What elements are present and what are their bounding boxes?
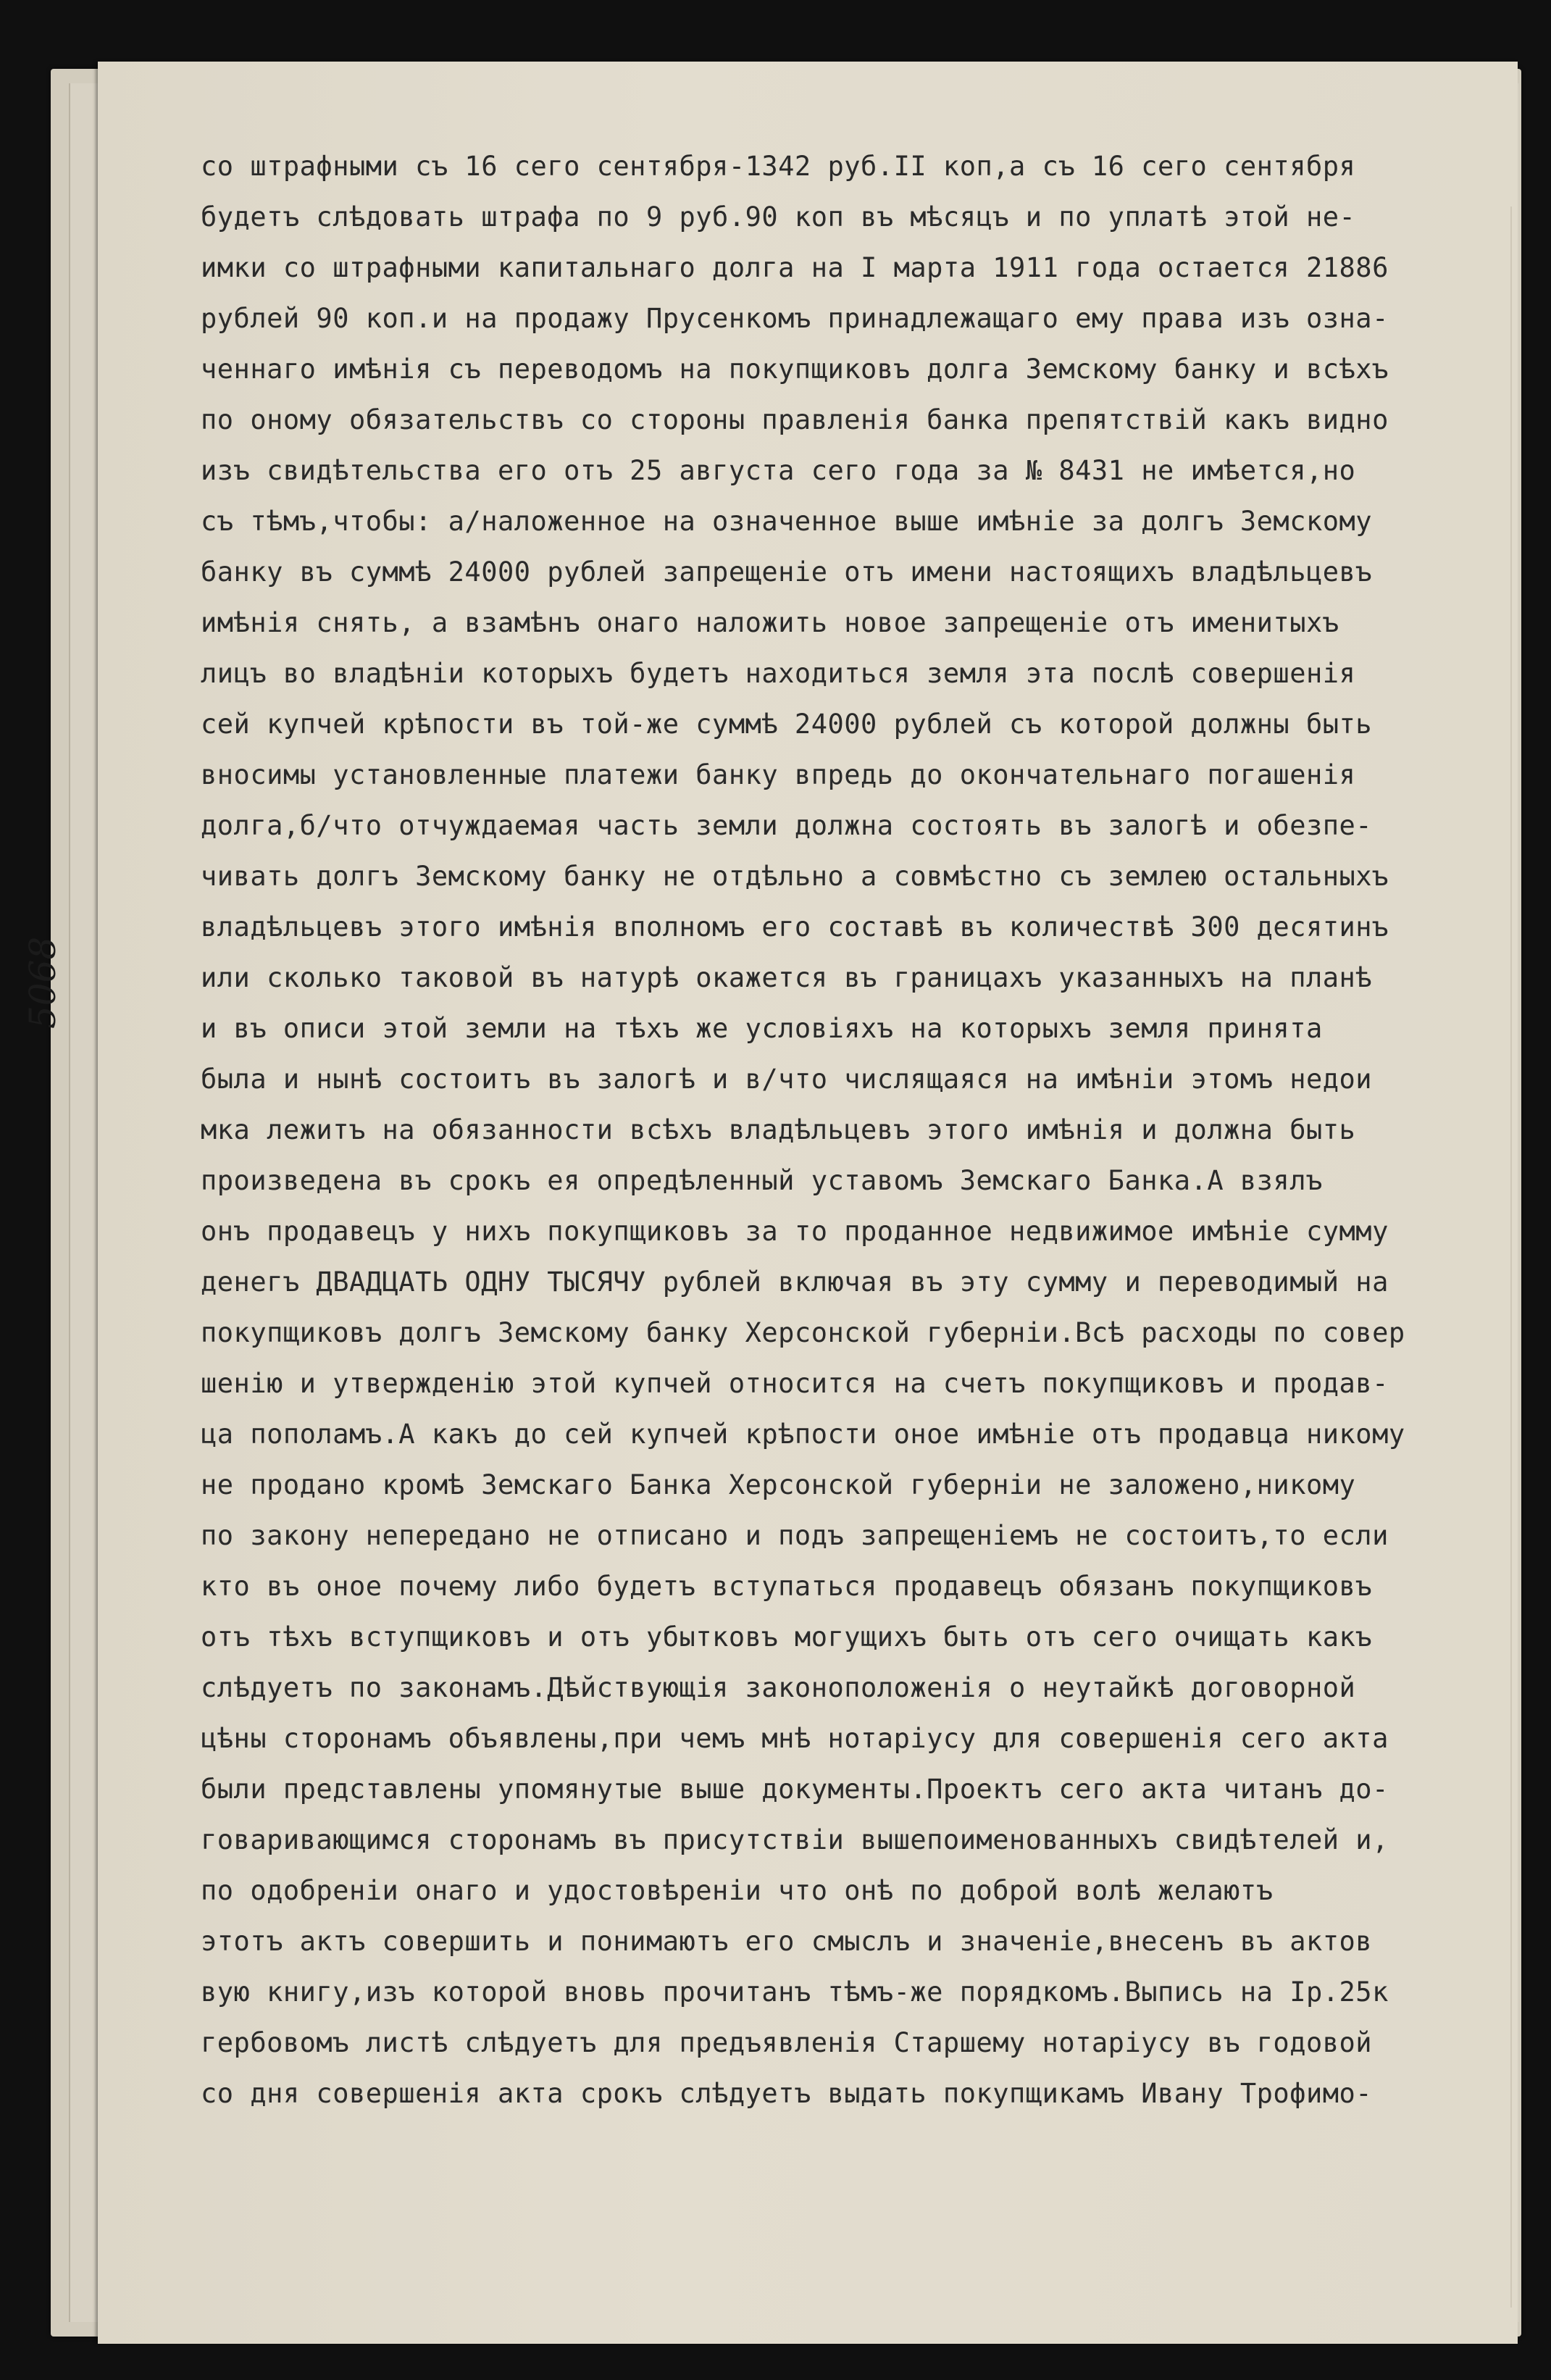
text-line: владѣльцевъ этого имѣнія вполномъ его составѣ въ количествѣ 300 десятинъ <box>201 911 1389 943</box>
text-line: по закону непередано не отписано и подъ запрещеніемъ не состоитъ,то если <box>201 1520 1389 1551</box>
text-line: вую книгу,изъ которой вновь прочитанъ тѣмъ-же порядкомъ.Выпись на Ір.25к <box>201 1976 1389 2008</box>
text-line: долга,б/что отчуждаемая часть земли должна состоять въ залогѣ и обезпе- <box>201 810 1373 841</box>
text-line: по одобреніи онаго и удостовѣреніи что онѣ по доброй волѣ желаютъ <box>201 1875 1274 1906</box>
text-line: не продано кромѣ Земскаго Банка Херсонской губерніи не заложено,никому <box>201 1469 1356 1500</box>
text-line: цѣны сторонамъ объявлены,при чемъ мнѣ нотаріусу для совершенія сего акта <box>201 1723 1389 1754</box>
text-line: ца пополамъ.А какъ до сей купчей крѣпости оное имѣніе отъ продавца никому <box>201 1419 1405 1450</box>
text-line: рублей 90 коп.и на продажу Прусенкомъ принадлежащаго ему права изъ озна- <box>201 303 1389 334</box>
text-line: и въ описи этой земли на тѣхъ же условіяхъ на которыхъ земля принята <box>201 1013 1323 1044</box>
text-line: чивать долгъ Земскому банку не отдѣльно а совмѣстно съ землею остальныхъ <box>201 861 1389 892</box>
text-line: кто въ оное почему либо будетъ вступаться продавецъ обязанъ покупщиковъ <box>201 1571 1373 1602</box>
text-line: изъ свидѣтельства его отъ 25 августа сего года за № 8431 не имѣется,но <box>201 455 1356 486</box>
text-line: по оному обязательствъ со стороны правленія банка препятствій какъ видно <box>201 404 1389 435</box>
text-line: банку въ суммѣ 24000 рублей запрещеніе отъ имени настоящихъ владѣльцевъ <box>201 556 1373 588</box>
text-line: съ тѣмъ,чтобы: а/наложенное на означенное выше имѣніе за долгъ Земскому <box>201 506 1373 537</box>
text-line: или сколько таковой въ натурѣ окажется въ границахъ указанныхъ на планѣ <box>201 962 1373 993</box>
text-line: произведена въ срокъ ея опредѣленный уставомъ Земскаго Банка.А взялъ <box>201 1165 1323 1196</box>
margin-rule <box>1510 206 1512 2308</box>
text-line: гербовомъ листѣ слѣдуетъ для предъявленія Старшему нотаріусу въ годовой <box>201 2027 1373 2058</box>
text-line: будетъ слѣдовать штрафа по 9 руб.90 коп въ мѣсяцъ и по уплатѣ этой не- <box>201 201 1356 233</box>
text-line: была и нынѣ состоитъ въ залогѣ и в/что числящаяся на имѣніи этомъ недои <box>201 1064 1373 1095</box>
text-line: имѣнія снять, а взамѣнъ онаго наложить новое запрещеніе отъ именитыхъ <box>201 607 1339 638</box>
text-line: этотъ актъ совершить и понимаютъ его смыслъ и значеніе,внесенъ въ актов <box>201 1926 1373 1957</box>
text-line: отъ тѣхъ вступщиковъ и отъ убытковъ могущихъ быть отъ сего очищать какъ <box>201 1621 1373 1653</box>
text-line: мка лежитъ на обязанности всѣхъ владѣльцевъ этого имѣнія и должна быть <box>201 1114 1356 1145</box>
text-line: ченнаго имѣнія съ переводомъ на покупщиковъ долга Земскому банку и всѣхъ <box>201 354 1389 385</box>
text-line: денегъ ДВАДЦАТЬ ОДНУ ТЫСЯЧУ рублей включая въ эту сумму и переводимый на <box>201 1266 1389 1298</box>
typewritten-text <box>201 141 1505 2119</box>
text-line: со штрафными съ 16 сего сентября-1342 руб.II коп,а съ 16 сего сентября <box>201 151 1356 182</box>
text-line: лицъ во владѣніи которыхъ будетъ находиться земля эта послѣ совершенія <box>201 658 1356 689</box>
text-line: вносимы установленные платежи банку впредь до окончательнаго погашенія <box>201 759 1356 790</box>
archive-folio-number: 5068 <box>22 936 64 1029</box>
text-line: покупщиковъ долгъ Земскому банку Херсонской губерніи.Всѣ расходы по совер <box>201 1317 1405 1348</box>
text-line: онъ продавецъ у нихъ покупщиковъ за то проданное недвижимое имѣніе сумму <box>201 1216 1389 1247</box>
text-line: говаривающимся сторонамъ въ присутствіи вышепоименованныхъ свидѣтелей и, <box>201 1824 1389 1855</box>
text-line: шенію и утвержденію этой купчей относится на счетъ покупщиковъ и продав- <box>201 1368 1389 1399</box>
text-line: со дня совершенія акта срокъ слѣдуетъ выдать покупщикамъ Ивану Трофимо- <box>201 2078 1373 2109</box>
text-line: имки со штрафными капитальнаго долга на I марта 1911 года остается 21886 <box>201 252 1389 283</box>
text-line: слѣдуетъ по законамъ.Дѣйствующія законоположенія о неутайкѣ договорной <box>201 1672 1356 1703</box>
text-line: были представлены упомянутые выше документы.Проектъ сего акта читанъ до- <box>201 1774 1389 1805</box>
text-line: сей купчей крѣпости въ той-же суммѣ 24000 рублей съ которой должны быть <box>201 709 1373 740</box>
